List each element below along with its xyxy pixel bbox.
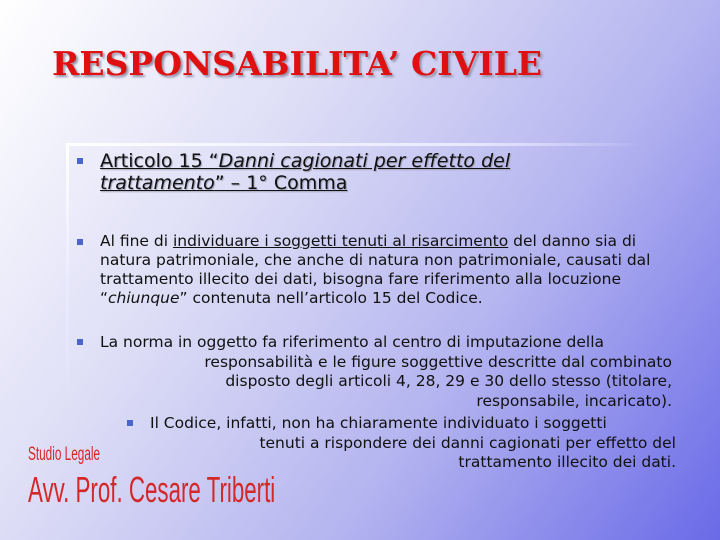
article-suffix: ” – 1° Comma — [214, 172, 348, 194]
paragraph1-part2: del danno sia di natura patrimoniale, che anche di natura non patrimoniale, causati dal trattamento illecito dei dati, bisogna fare riferimento alla locuzione “ — [100, 232, 651, 307]
paragraph3-line: tenuti a rispondere dei danni cagionati per effetto del — [259, 433, 676, 452]
slide-title: RESPONSABILITA’ CIVILE — [52, 44, 543, 83]
watermark-lawyer: Avv. Prof. Cesare Triberti — [28, 469, 276, 510]
paragraph1-italic: chiunque — [108, 289, 180, 307]
paragraph1-underlined: individuare i soggetti tenuti al risarcimento — [172, 232, 509, 250]
paragraph3-line: Il Codice, infatti, non ha chiaramente individuato i soggetti — [150, 414, 607, 432]
paragraph2-line: responsabile, incaricato). — [476, 391, 672, 410]
law-firm-watermark — [28, 444, 275, 510]
paragraph2-line: La norma in oggetto fa riferimento al centro di imputazione della — [100, 333, 605, 351]
square-bullet-icon — [77, 339, 83, 345]
paragraph-chiunque — [100, 232, 670, 308]
square-bullet-icon — [77, 158, 83, 164]
article-italic-title: Danni cagionati per effetto del trattamento — [100, 150, 511, 194]
frame-left-line — [66, 143, 69, 403]
paragraph-norma — [100, 333, 672, 411]
square-bullet-icon — [127, 420, 133, 426]
square-bullet-icon — [77, 239, 83, 245]
article-heading — [100, 150, 580, 194]
watermark-studio: Studio Legale — [28, 444, 101, 465]
frame-top-line — [66, 143, 642, 146]
paragraph1-part1: Al fine di — [100, 232, 173, 250]
article-prefix: Articolo 15 “ — [100, 150, 219, 172]
paragraph2-line: responsabilità e le figure soggettive descritte dal combinato — [204, 352, 672, 371]
paragraph2-line: disposto degli articoli 4, 28, 29 e 30 dello stesso (titolare, — [225, 372, 672, 390]
paragraph3-line: trattamento illecito dei dati. — [458, 453, 676, 471]
paragraph1-part3: ” contenuta nell’articolo 15 del Codice. — [179, 289, 483, 307]
